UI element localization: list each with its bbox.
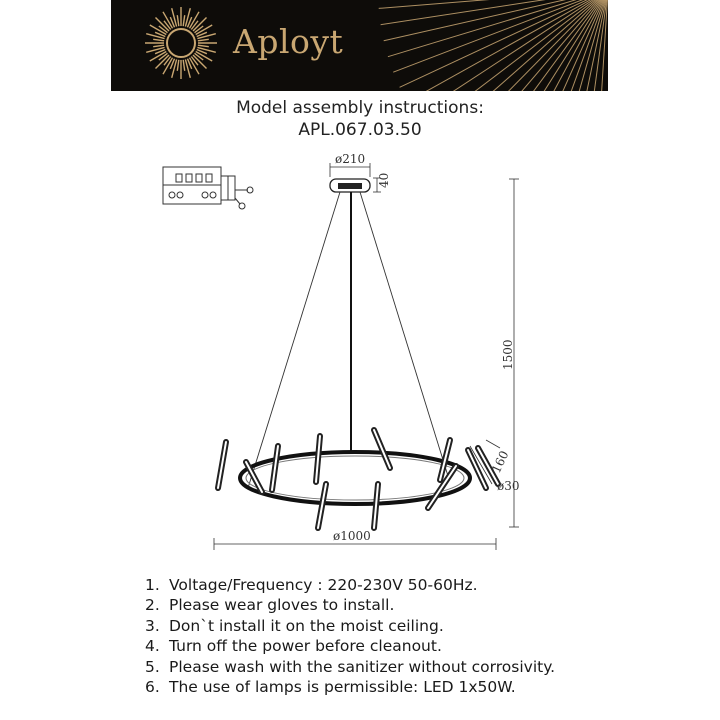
list-item: 1. Voltage/Frequency : 220-230V 50-60Hz. bbox=[145, 576, 478, 594]
wiring-diagram-icon bbox=[163, 167, 253, 209]
sunburst-logo-icon bbox=[111, 0, 608, 91]
instruction-text: Please wash with the sanitizer without corrosivity. bbox=[169, 657, 556, 676]
rod-lamp-highlight bbox=[374, 430, 390, 468]
instruction-text: Don`t install it on the moist ceiling. bbox=[169, 616, 444, 635]
instruction-text: Voltage/Frequency : 220-230V 50-60Hz. bbox=[169, 576, 478, 594]
rod-length-label: 160 bbox=[489, 448, 512, 476]
assembly-drawing bbox=[0, 140, 720, 560]
ceiling-canopy bbox=[330, 179, 370, 192]
total-height-label: 1500 bbox=[501, 339, 515, 370]
list-item: 6. The use of lamps is permissible: LED 1x50W. bbox=[145, 678, 516, 697]
document-title: Model assembly instructions: bbox=[236, 98, 484, 118]
rod-lamps bbox=[218, 430, 498, 528]
list-item: 2. Please wear gloves to install. bbox=[145, 596, 395, 615]
canopy-height-label: 40 bbox=[377, 172, 391, 188]
brand-banner bbox=[111, 0, 608, 91]
instruction-text: Please wear gloves to install. bbox=[169, 596, 395, 615]
list-item: 3. Don`t install it on the moist ceiling. bbox=[145, 616, 444, 635]
canopy-diameter-label: ø210 bbox=[335, 152, 366, 166]
brand-logo-text: Aployt bbox=[233, 22, 344, 61]
instruction-list bbox=[145, 575, 555, 697]
instruction-text: The use of lamps is permissible: LED 1x50W. bbox=[169, 678, 516, 697]
rod-diameter-label: ø30 bbox=[497, 479, 520, 493]
ring-diameter-label: ø1000 bbox=[333, 529, 371, 543]
model-number: APL.067.03.50 bbox=[298, 120, 422, 140]
list-item: 4. Turn off the power before cleanout. bbox=[145, 637, 442, 656]
list-item: 5. Please wash with the sanitizer without corrosivity. bbox=[145, 657, 556, 676]
instruction-text: Turn off the power before cleanout. bbox=[169, 637, 442, 656]
